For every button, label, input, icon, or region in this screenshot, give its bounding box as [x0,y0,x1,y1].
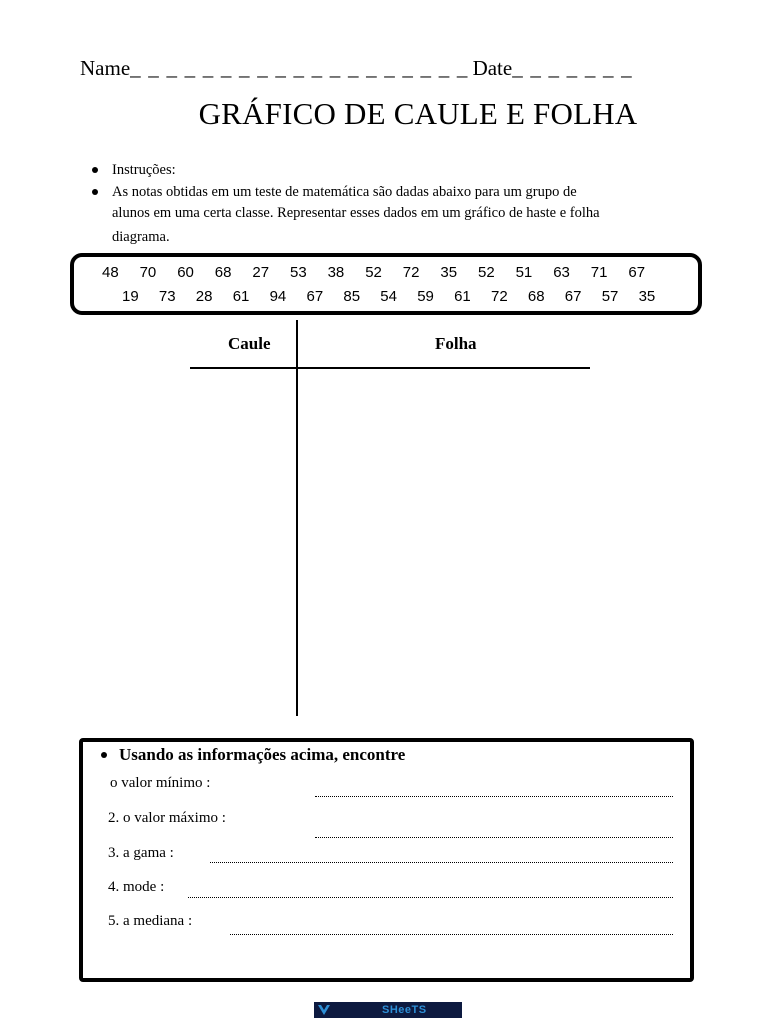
question-min-label: o valor mínimo : [110,775,211,791]
score-value: 61 [454,288,471,305]
score-value: 38 [327,264,345,281]
question-median-label: 5. a mediana : [108,913,193,929]
header-line [80,56,633,81]
stem-leaf-divider-vertical [296,320,298,716]
instructions-heading: Instruções: [112,162,176,178]
score-value: 71 [590,264,608,281]
score-value: 54 [380,288,397,305]
stem-leaf-divider-horizontal [190,367,590,369]
name-label: Name [80,56,131,80]
score-value: 67 [628,264,646,281]
score-value: 28 [195,288,213,305]
instructions-heading-item [92,162,176,179]
score-value: 63 [553,264,570,281]
score-value: 35 [638,288,656,305]
scores-box [70,253,702,315]
date-label: Date [472,56,513,80]
score-value: 72 [402,264,420,281]
stem-column-header: Caule [228,334,271,353]
score-value: 72 [491,288,508,305]
v-mark-icon [314,1002,334,1018]
score-value: 57 [601,288,619,305]
instructions-line-2: alunos em uma certa classe. Representar esses dados em um gráfico de haste e folha [112,205,600,221]
question-max-label: 2. o valor máximo : [108,810,226,826]
leaf-column-header: Folha [435,334,477,353]
answer-line-max[interactable] [315,837,673,838]
bullet-icon [92,189,98,195]
score-value: 73 [158,288,176,305]
instructions-line-1: As notas obtidas em um teste de matemática são dadas abaixo para um grupo de [112,184,577,200]
score-value: 67 [306,288,324,305]
score-value: 52 [365,264,382,281]
score-value: 51 [515,264,533,281]
footer-logo [314,1002,462,1018]
bullet-icon [101,752,107,758]
score-value: 53 [290,264,307,281]
score-value: 68 [527,288,545,305]
score-value: 35 [440,264,458,281]
score-value: 85 [343,288,361,305]
score-value: 68 [214,264,232,281]
bullet-icon [92,167,98,173]
score-value: 61 [232,288,250,305]
name-blank: _ _ _ _ _ _ _ _ _ _ _ _ _ _ _ _ _ _ _ [130,56,469,80]
answer-line-min[interactable] [315,796,673,797]
page-title: GRÁFICO DE CAULE E FOLHA [198,96,638,131]
questions-heading: Usando as informações acima, encontre [119,745,406,764]
instructions-body-item [92,184,577,201]
answer-line-mode[interactable] [188,897,673,898]
score-value: 59 [417,288,434,305]
footer-logo-text: SHeeTS [382,1004,427,1016]
score-value: 19 [122,288,139,305]
answer-line-range[interactable] [210,862,673,863]
question-range-label: 3. a gama : [108,845,174,861]
score-value: 48 [102,264,119,281]
score-value: 60 [177,264,194,281]
questions-heading-item [101,745,405,765]
score-value: 52 [478,264,495,281]
score-value: 67 [564,288,582,305]
score-value: 70 [139,264,157,281]
date-blank: _ _ _ _ _ _ _ [512,56,633,80]
question-mode-label: 4. mode : [108,879,165,895]
score-value: 94 [269,288,287,305]
score-value: 27 [252,264,270,281]
answer-line-median[interactable] [230,934,673,935]
instructions-line-3: diagrama. [112,229,170,245]
